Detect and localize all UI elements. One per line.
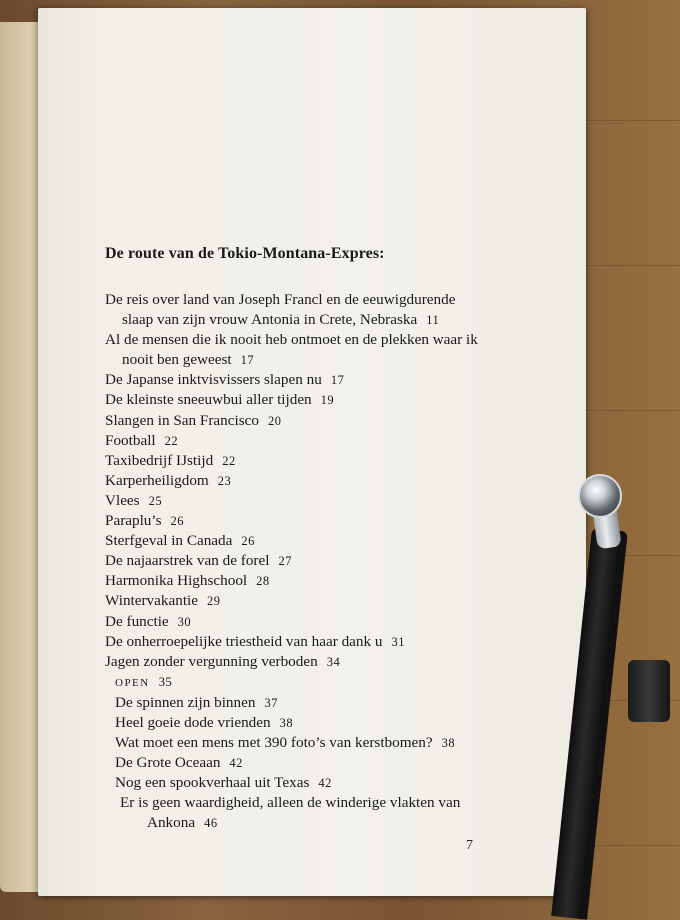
toc-entry <box>105 693 545 713</box>
toc-entry <box>105 290 545 330</box>
entry-title: Harmonika Highschool <box>105 572 248 590</box>
toc-entry <box>105 591 545 611</box>
entry-title: OPEN <box>115 676 150 689</box>
toc-entry <box>105 511 545 531</box>
toc-entry <box>105 531 545 551</box>
entry-title: Heel goeie dode vrienden <box>115 713 271 731</box>
entry-title: Al de mensen die ik nooit heb ontmoet en de plekken waar ik <box>105 331 478 349</box>
toc-entry <box>105 713 545 733</box>
entry-page: 17 <box>240 353 255 368</box>
toc-entry <box>105 753 545 773</box>
entry-title: Jagen zonder vergunning verboden <box>105 652 318 670</box>
entry-title-continued: slaap van zijn vrouw Antonia in Crete, Nebraska <box>122 311 418 329</box>
toc-entry <box>105 652 545 672</box>
entry-page: 23 <box>217 473 232 488</box>
toc-entry <box>105 571 545 591</box>
entry-title: Nog een spookverhaal uit Texas <box>115 774 310 792</box>
entry-page: 35 <box>158 674 173 689</box>
toc-entry <box>105 491 545 511</box>
entry-title: De najaarstrek van de forel <box>105 552 270 570</box>
entry-title: De Grote Oceaan <box>115 754 221 772</box>
page-holder-clip <box>628 660 670 722</box>
entry-page: 22 <box>164 433 179 448</box>
entry-title: Football <box>105 431 156 449</box>
entry-title: Er is geen waardigheid, alleen de winderige vlakten van <box>120 794 461 812</box>
toc-entry <box>105 390 545 410</box>
entry-page: 11 <box>426 313 440 328</box>
entry-page: 25 <box>148 493 163 508</box>
entry-title-continued: nooit ben geweest <box>122 351 232 369</box>
toc-entry <box>105 793 545 833</box>
toc-entry <box>105 672 545 693</box>
entry-title: Taxibedrijf IJstijd <box>105 451 214 469</box>
entry-title: Vlees <box>105 491 140 509</box>
toc-entry <box>105 411 545 431</box>
entry-title: De kleinste sneeuwbui aller tijden <box>105 391 312 409</box>
toc-list <box>105 290 545 834</box>
toc-heading: De route van de Tokio-Montana-Expres: <box>105 245 385 262</box>
entry-page: 42 <box>229 756 243 771</box>
entry-page: 22 <box>222 453 236 468</box>
entry-page: 46 <box>204 816 218 831</box>
toc-entry <box>105 733 545 753</box>
toc-entry <box>105 330 545 370</box>
entry-page: 20 <box>267 413 282 428</box>
entry-page: 38 <box>279 715 294 730</box>
entry-page: 27 <box>278 554 292 569</box>
toc-entry <box>105 431 545 451</box>
entry-page: 26 <box>170 514 185 529</box>
toc-entry <box>105 773 545 793</box>
toc-entry <box>105 632 545 652</box>
entry-title: Karperheiligdom <box>105 471 209 489</box>
toc-entry <box>105 471 545 491</box>
toc-entry <box>105 551 545 571</box>
entry-title: Slangen in San Francisco <box>105 411 259 429</box>
entry-title: De Japanse inktvisvissers slapen nu <box>105 371 322 389</box>
entry-page: 31 <box>391 634 405 649</box>
entry-page: 42 <box>318 776 332 791</box>
entry-page: 34 <box>326 654 341 669</box>
entry-title: De onherroepelijke triestheid van haar dank u <box>105 632 383 650</box>
page-number: 7 <box>466 838 473 853</box>
entry-title: Wat moet een mens met 390 foto’s van kerstbomen? <box>115 734 433 752</box>
entry-title: Paraplu’s <box>105 512 162 530</box>
entry-page: 30 <box>177 614 192 629</box>
entry-title: De functie <box>105 612 169 630</box>
toc-entry <box>105 370 545 390</box>
entry-page: 28 <box>256 574 270 589</box>
page-holder-ball <box>578 474 622 518</box>
entry-title: De spinnen zijn binnen <box>115 693 256 711</box>
entry-page: 29 <box>207 594 221 609</box>
toc-entry <box>105 451 545 471</box>
entry-title: Wintervakantie <box>105 592 199 610</box>
entry-page: 19 <box>320 393 335 408</box>
entry-page: 26 <box>241 534 255 549</box>
entry-title-continued: Ankona <box>147 814 196 832</box>
entry-page: 37 <box>264 695 278 710</box>
entry-page: 17 <box>330 373 345 388</box>
entry-page: 38 <box>441 736 456 751</box>
entry-title: De reis over land van Joseph Francl en de eeuwigdurende <box>105 291 456 308</box>
table-of-contents <box>105 244 545 834</box>
toc-entry <box>105 612 545 632</box>
entry-title: Sterfgeval in Canada <box>105 532 233 550</box>
